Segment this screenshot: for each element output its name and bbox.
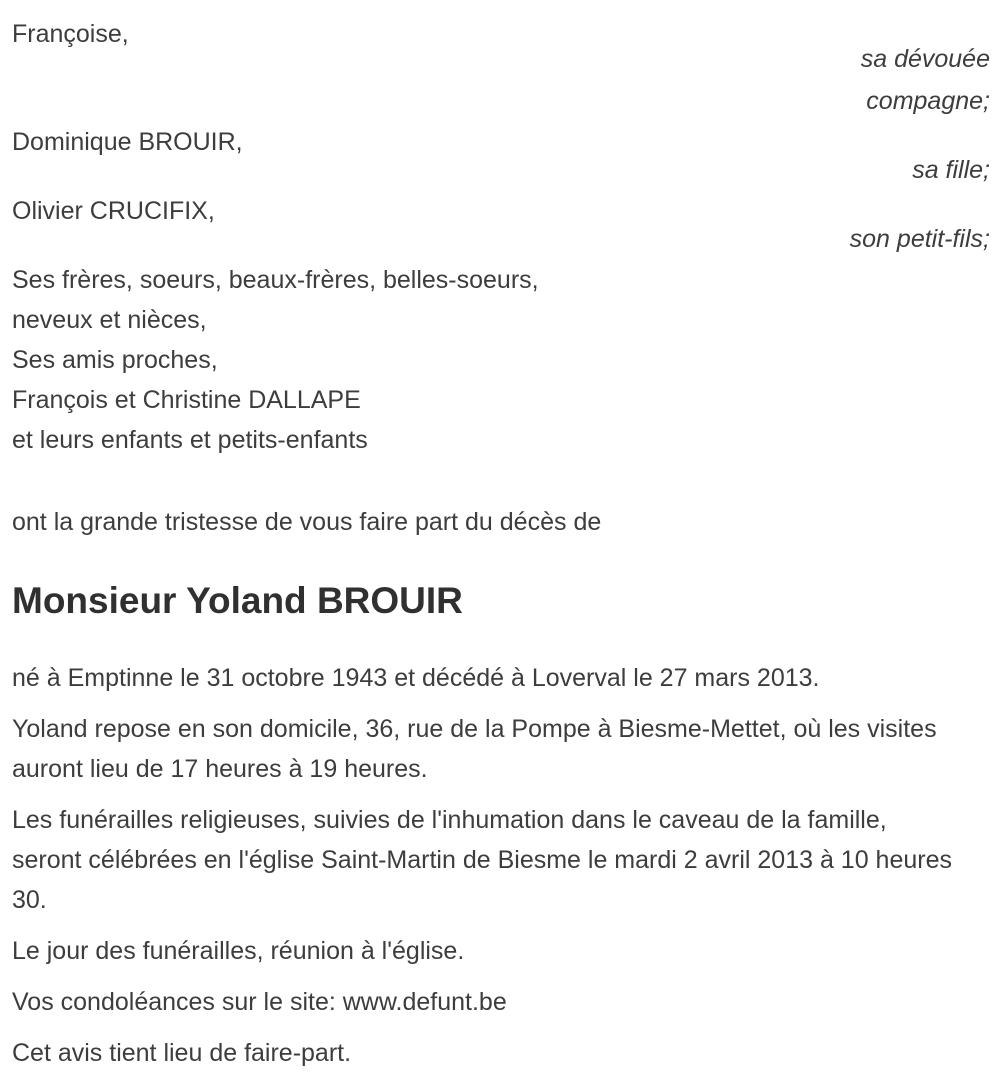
family-lines [12,260,990,460]
relative-name: Françoise, [12,20,129,48]
family-line: François et Christine DALLAPE [12,386,361,414]
relative-row [12,14,990,122]
family-line: neveux et nièces, [12,306,207,334]
relative-name: Olivier CRUCIFIX, [12,197,215,225]
family-line: et leurs enfants et petits-enfants [12,426,368,454]
relation-line: son petit-fils; [849,225,990,253]
family-line: Ses frères, soeurs, beaux-frères, belles-soeurs, [12,266,539,294]
notice-body [12,658,960,1073]
paragraph-visits: Yoland repose en son domicile, 36, rue de la Pompe à Biesme-Mettet, où les visites auront lieu de 17 heures à 19 heures. [12,715,937,783]
deceased-name-heading: Monsieur Yoland BROUIR [12,580,463,621]
relative-row [12,122,990,191]
paragraph-birth-death: né à Emptinne le 31 octobre 1943 et décédé à Loverval le 27 mars 2013. [12,664,820,692]
relative-relation [912,149,990,191]
relative-name: Dominique BROUIR, [12,128,243,156]
relative-relation [861,38,990,122]
relative-row [12,191,990,260]
announcement-text: ont la grande tristesse de vous faire part du décès de [12,508,602,536]
relation-line: sa fille; [912,156,990,184]
paragraph-condolences: Vos condoléances sur le site: www.defunt.be [12,988,507,1016]
family-line: Ses amis proches, [12,346,218,374]
relation-line: compagne; [866,87,990,115]
paragraph-closing: Cet avis tient lieu de faire-part. [12,1039,352,1067]
paragraph-meeting: Le jour des funérailles, réunion à l'église. [12,937,465,965]
relation-line: sa dévouée [860,45,990,73]
relative-relation [850,218,990,260]
paragraph-funeral: Les funérailles religieuses, suivies de l'inhumation dans le caveau de la famille, seront célébrées en l'église Saint-Martin de Biesme le mardi 2 avril 2013 à 10 heures 30. [12,806,952,914]
